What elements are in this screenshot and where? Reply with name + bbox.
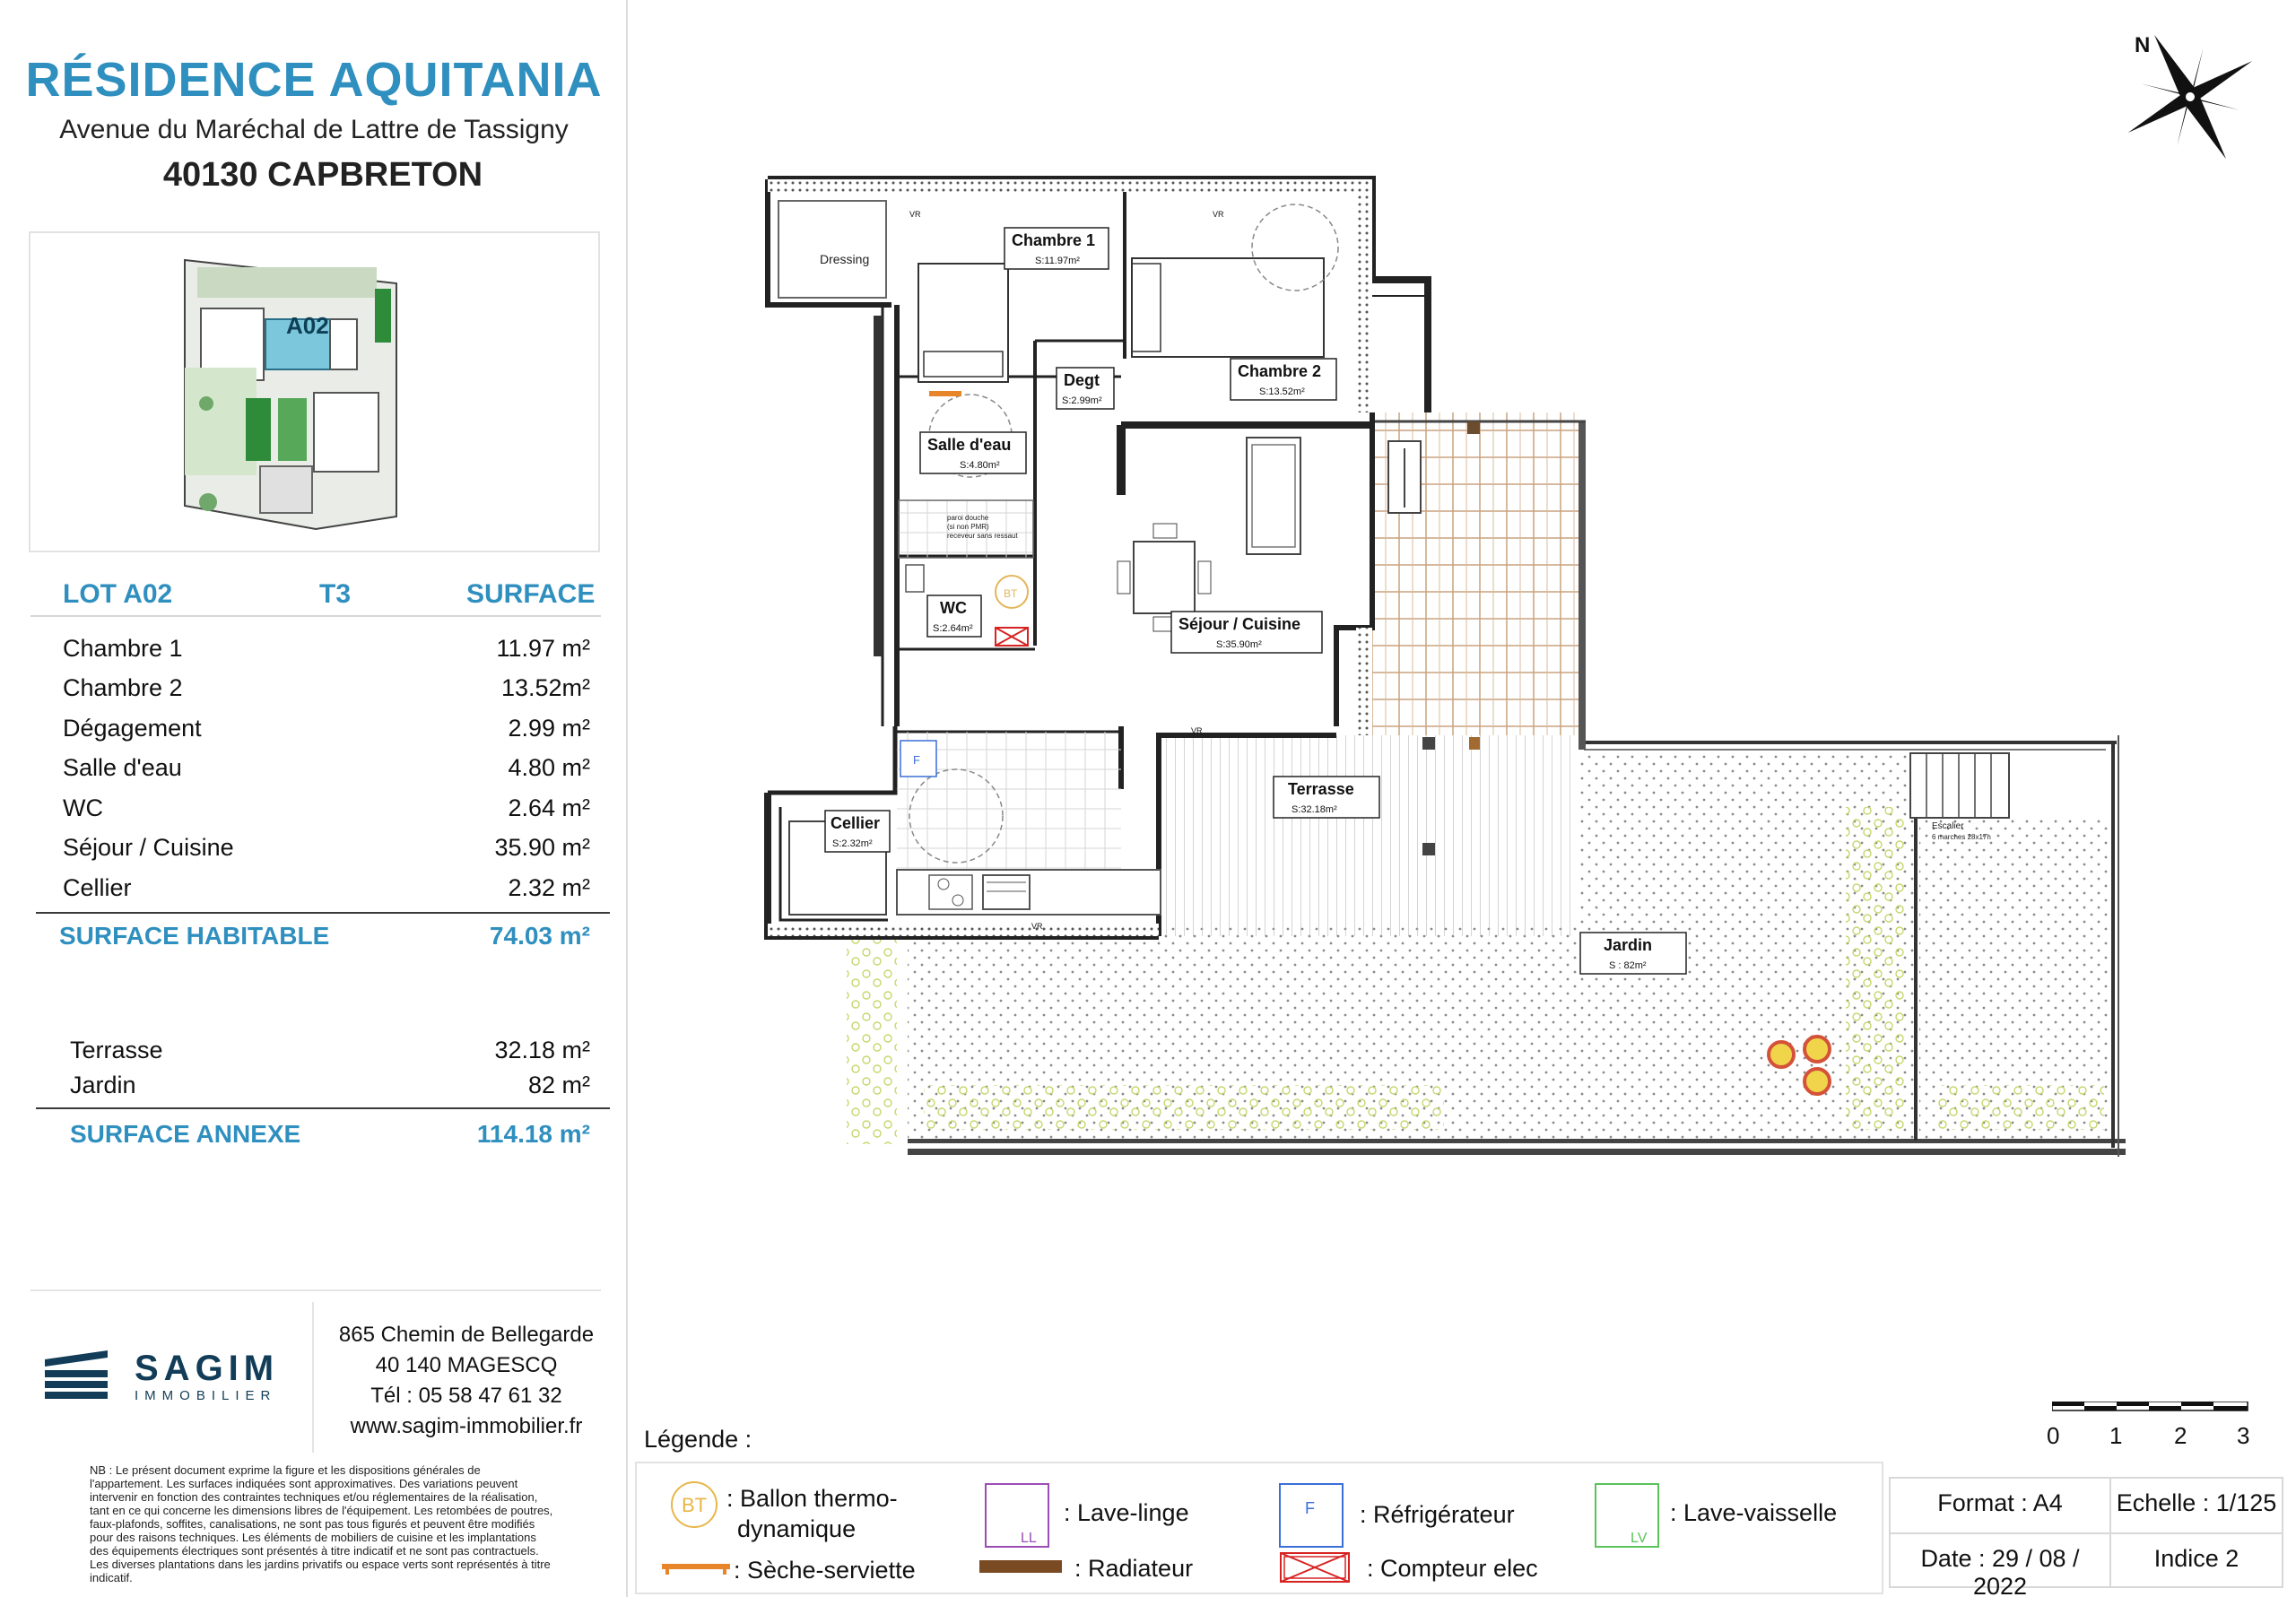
- stair-detail: 6 marches 28x17h: [1932, 833, 1991, 841]
- svg-text:LV: LV: [1631, 1531, 1648, 1546]
- seche-serviette-icon: [662, 1562, 730, 1576]
- svg-text:BT: BT: [1004, 587, 1018, 600]
- svg-text:S:32.18m²: S:32.18m²: [1292, 804, 1337, 815]
- plan-label-terrasse: Terrasse: [1288, 780, 1354, 798]
- lave-linge-icon: [985, 1483, 1049, 1548]
- lave-vaisselle-icon: [1595, 1483, 1659, 1548]
- ballon-thermo-icon: [669, 1480, 719, 1530]
- habitable-rule: [36, 912, 610, 914]
- plan-label-chambre-2: Chambre 2: [1238, 362, 1322, 380]
- residence-street: Avenue du Maréchal de Lattre de Tassigny: [59, 115, 569, 144]
- date-info: Date : 29 / 08 / 2022: [1920, 1545, 2080, 1597]
- svg-text:VR: VR: [1191, 726, 1203, 735]
- svg-text:(si non PMR): (si non PMR): [947, 523, 989, 531]
- lot-type: T3: [319, 579, 352, 609]
- plan-label-wc: WC: [940, 599, 967, 617]
- company-subtitle: IMMOBILIER: [135, 1388, 277, 1403]
- residence-title: RÉSIDENCE AQUITANIA: [25, 53, 603, 107]
- plan-label-salle-eau: Salle d'eau: [927, 436, 1012, 454]
- annex-rule: [36, 1107, 610, 1109]
- plan-label-sejour: Séjour / Cuisine: [1178, 615, 1301, 633]
- svg-text:receveur sans ressaut: receveur sans ressaut: [947, 532, 1018, 540]
- legend-refrigerateur-label: : Réfrigérateur: [1360, 1501, 1515, 1528]
- legend-ballon-label: : Ballon thermo- dynamique: [726, 1485, 898, 1542]
- room-row: Séjour / Cuisine 35.90 m²: [63, 834, 590, 861]
- left-panel: [0, 0, 628, 1597]
- svg-text:LL: LL: [1021, 1531, 1037, 1546]
- site-plan-drawing: [30, 233, 598, 551]
- room-row: Cellier 2.32 m²: [63, 874, 590, 901]
- plan-info-box: [1889, 1477, 2283, 1597]
- plan-label-jardin: Jardin: [1604, 936, 1653, 954]
- legend-lave-vaisselle-label: : Lave-vaisselle: [1670, 1499, 1838, 1526]
- annex-row: Terrasse 32.18 m²: [70, 1037, 590, 1063]
- north-arrow-icon: [2109, 16, 2262, 169]
- lot-number: LOT A02: [63, 579, 173, 609]
- plan-label-cellier: Cellier: [831, 814, 881, 832]
- company-website[interactable]: www.sagim-immobilier.fr: [350, 1414, 583, 1438]
- legend-seche-serviette-label: : Sèche-serviette: [734, 1557, 916, 1584]
- svg-text:VR: VR: [1031, 922, 1043, 931]
- residence-city: 40130 CAPBRETON: [162, 156, 483, 194]
- svg-text:paroi douche: paroi douche: [947, 514, 989, 522]
- scale-tick-0: 0: [2047, 1422, 2060, 1449]
- scale-bar: [2052, 1402, 2249, 1412]
- room-row: Salle d'eau 4.80 m²: [63, 754, 590, 781]
- svg-text:VR: VR: [909, 210, 921, 219]
- scale-tick-1: 1: [2109, 1422, 2123, 1449]
- svg-text:S:4.80m²: S:4.80m²: [960, 460, 1000, 471]
- mini-plan-lot-label: A02: [286, 312, 329, 339]
- indice-info: Indice 2: [2153, 1545, 2239, 1572]
- header-rule: [30, 615, 601, 617]
- compteur-elec-icon: [1279, 1551, 1351, 1584]
- refrigerateur-icon: [1279, 1483, 1344, 1548]
- plan-label-chambre-1: Chambre 1: [1012, 231, 1096, 249]
- legend-box: [635, 1462, 1883, 1594]
- stair-label: Escalier: [1932, 821, 1964, 831]
- legend-radiateur-label: : Radiateur: [1074, 1555, 1194, 1582]
- svg-text:S:13.52m²: S:13.52m²: [1259, 386, 1305, 397]
- svg-text:S:2.64m²: S:2.64m²: [933, 623, 973, 634]
- dressing-label: Dressing: [820, 252, 870, 266]
- site-mini-plan: [29, 231, 600, 552]
- footer-separator: [30, 1289, 601, 1291]
- legend-compteur-label: : Compteur elec: [1367, 1555, 1538, 1582]
- svg-text:S:11.97m²: S:11.97m²: [1035, 256, 1080, 266]
- svg-text:F: F: [913, 753, 920, 767]
- svg-text:S:2.99m²: S:2.99m²: [1062, 395, 1102, 406]
- echelle-info: Echelle : 1/125: [2116, 1489, 2277, 1516]
- plan-label-degt: Degt: [1064, 371, 1100, 389]
- surface-header: SURFACE: [466, 579, 596, 609]
- room-row: WC 2.64 m²: [63, 794, 590, 821]
- scale-tick-2: 2: [2174, 1422, 2187, 1449]
- radiateur-icon: [979, 1560, 1062, 1573]
- svg-text:F: F: [1305, 1499, 1315, 1517]
- annex-row: Jardin 82 m²: [70, 1072, 590, 1098]
- svg-text:BT: BT: [682, 1494, 708, 1516]
- company-address: 865 Chemin de Bellegarde 40 140 MAGESCQ Tél : 05 58 47 61 32 www.sagim-immobilier.fr: [323, 1320, 610, 1442]
- svg-text:S:2.32m²: S:2.32m²: [832, 838, 873, 849]
- disclaimer-note: NB : Le présent document exprime la figure et les dispositions générales de l'appartement. Les surfaces indiquées sont approximatives. Des variations peuvent intervenir en fonction des contraintes techniques et/ou réglementaires de la réalisation, tant en ce qui concerne les dimensions libres de l'équipement. Les retombées de poutres, faux-plafonds, soffites, canalisations, ne sont pas tous figurés et peuvent être modifiés pour des raisons techniques. Les éléments de mobiliers de cuisine et les implantations des équipements électriques sont présentés à titre indicatif et ne sont pas contractuels. Les diverses plantations dans les jardins privatifs ou espace verts sont représentés à titre indicatif.: [90, 1463, 553, 1584]
- north-label: N: [2135, 33, 2151, 57]
- legend-title: Légende :: [644, 1426, 752, 1453]
- room-row: Dégagement 2.99 m²: [63, 715, 590, 742]
- surface-annexe-total: SURFACE ANNEXE 114.18 m²: [70, 1120, 590, 1148]
- svg-text:S:35.90m²: S:35.90m²: [1216, 639, 1262, 650]
- svg-text:S : 82m²: S : 82m²: [1609, 960, 1647, 971]
- scale-tick-3: 3: [2237, 1422, 2250, 1449]
- format-info: Format : A4: [1937, 1489, 2063, 1516]
- floor-plan: [762, 170, 2144, 1157]
- footer-vertical-separator: [312, 1302, 314, 1453]
- room-row: Chambre 2 13.52m²: [63, 674, 590, 701]
- legend-lave-linge-label: : Lave-linge: [1064, 1499, 1189, 1526]
- svg-text:VR: VR: [1213, 210, 1224, 219]
- surface-habitable-total: SURFACE HABITABLE 74.03 m²: [59, 922, 590, 950]
- room-row: Chambre 1 11.97 m²: [63, 635, 590, 662]
- sagim-logo-icon: [45, 1350, 117, 1401]
- company-name: SAGIM: [135, 1349, 280, 1388]
